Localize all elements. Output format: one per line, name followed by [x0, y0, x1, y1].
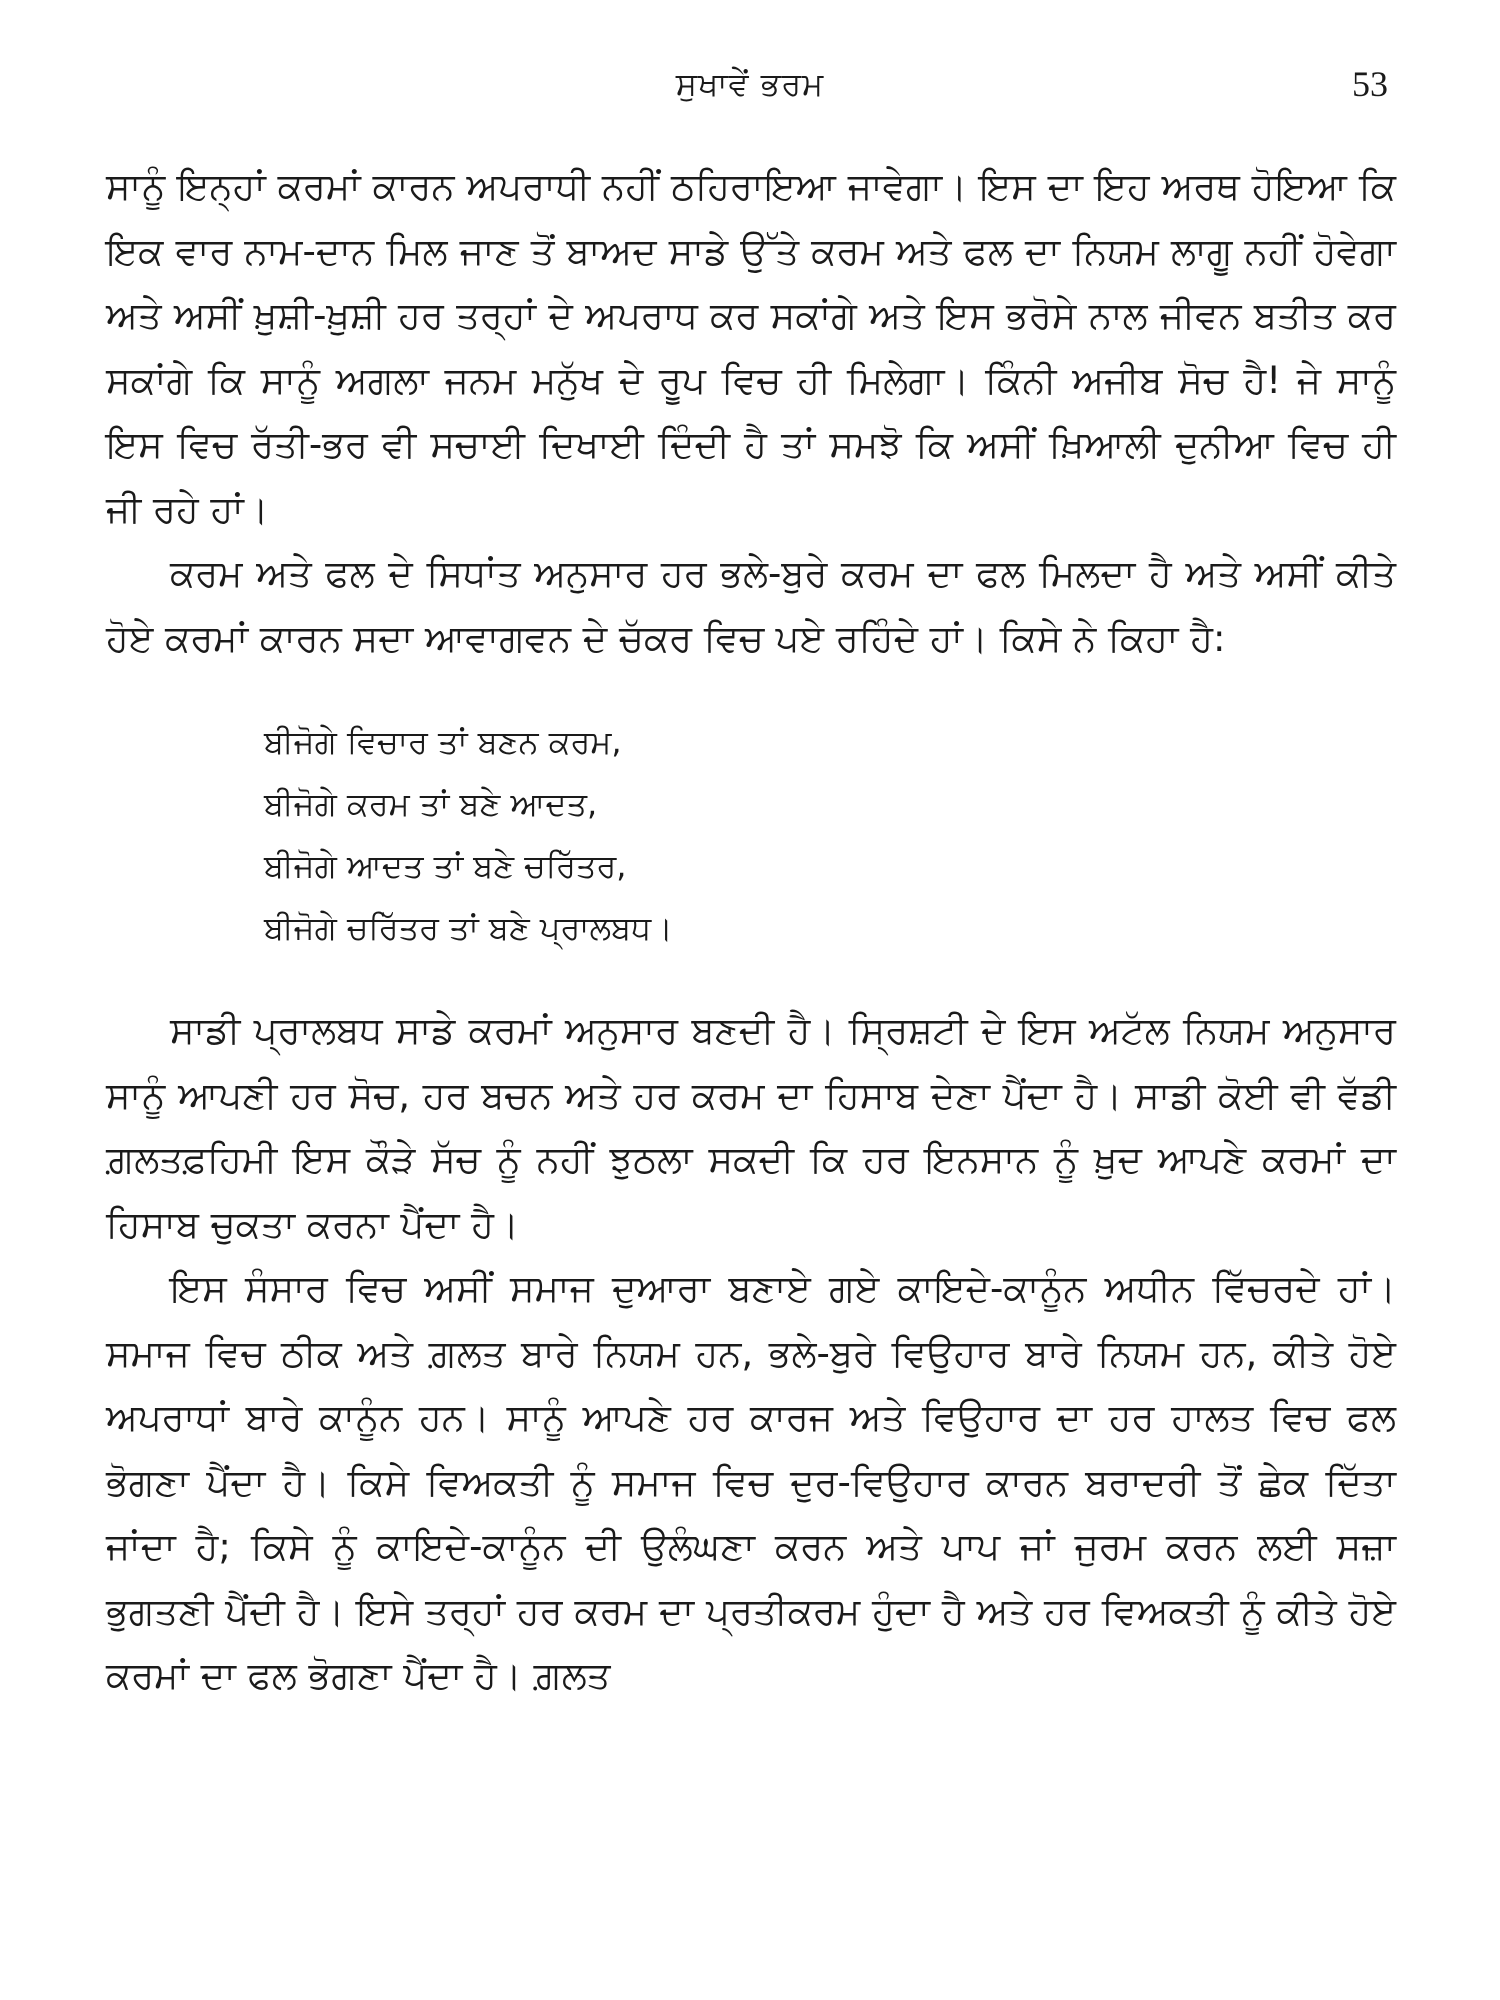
paragraph-continued: ਸਾਨੂੰ ਇਨ੍ਹਾਂ ਕਰਮਾਂ ਕਾਰਨ ਅਪਰਾਧੀ ਨਹੀਂ ਠਹਿਰਾਇਆ ਜਾਵੇਗਾ। ਇਸ ਦਾ ਇਹ ਅਰਥ ਹੋਇਆ ਕਿ ਇਕ ਵਾਰ ਨਾਮ-ਦਾਨ ਮਿਲ ਜਾਣ ਤੋਂ ਬਾਅਦ ਸਾਡੇ ਉੱਤੇ ਕਰਮ ਅਤੇ ਫਲ ਦਾ ਨਿਯਮ ਲਾਗੂ ਨਹੀਂ ਹੋਵੇਗਾ ਅਤੇ ਅਸੀਂ ਖ਼ੁਸ਼ੀ-ਖ਼ੁਸ਼ੀ ਹਰ ਤਰ੍ਹਾਂ ਦੇ ਅਪਰਾਧ ਕਰ ਸਕਾਂਗੇ ਅਤੇ ਇਸ ਭਰੋਸੇ ਨਾਲ ਜੀਵਨ ਬਤੀਤ ਕਰ ਸਕਾਂਗੇ ਕਿ ਸਾਨੂੰ ਅਗਲਾ ਜਨਮ ਮਨੁੱਖ ਦੇ ਰੂਪ ਵਿਚ ਹੀ ਮਿਲੇਗਾ। ਕਿੰਨੀ ਅਜੀਬ ਸੋਚ ਹੈ! ਜੇ ਸਾਨੂੰ ਇਸ ਵਿਚ ਰੱਤੀ-ਭਰ ਵੀ ਸਚਾਈ ਦਿਖਾਈ ਦਿੰਦੀ ਹੈ ਤਾਂ ਸਮਝੋ ਕਿ ਅਸੀਂ ਖ਼ਿਆਲੀ ਦੁਨੀਆ ਵਿਚ ਹੀ ਜੀ ਰਹੇ ਹਾਂ।	[106, 165, 1396, 531]
verse-line: ਬੀਜੋਗੇ ਚਰਿੱਤਰ ਤਾਂ ਬਣੇ ਪ੍ਰਾਲਬਧ।	[264, 909, 673, 947]
paragraph: ਕਰਮ ਅਤੇ ਫਲ ਦੇ ਸਿਧਾਂਤ ਅਨੁਸਾਰ ਹਰ ਭਲੇ-ਬੁਰੇ ਕਰਮ ਦਾ ਫਲ ਮਿਲਦਾ ਹੈ ਅਤੇ ਅਸੀਂ ਕੀਤੇ ਹੋਏ ਕਰਮਾਂ ਕਾਰਨ ਸਦਾ ਆਵਾਗਵਨ ਦੇ ਚੱਕਰ ਵਿਚ ਪਏ ਰਹਿੰਦੇ ਹਾਂ। ਕਿਸੇ ਨੇ ਕਿਹਾ ਹੈ:	[106, 552, 1396, 660]
verse-quote	[264, 711, 1396, 959]
paragraph: ਇਸ ਸੰਸਾਰ ਵਿਚ ਅਸੀਂ ਸਮਾਜ ਦੁਆਰਾ ਬਣਾਏ ਗਏ ਕਾਇਦੇ-ਕਾਨੂੰਨ ਅਧੀਨ ਵਿੱਚਰਦੇ ਹਾਂ। ਸਮਾਜ ਵਿਚ ਠੀਕ ਅਤੇ ਗ਼ਲਤ ਬਾਰੇ ਨਿਯਮ ਹਨ, ਭਲੇ-ਬੁਰੇ ਵਿਉਹਾਰ ਬਾਰੇ ਨਿਯਮ ਹਨ, ਕੀਤੇ ਹੋਏ ਅਪਰਾਧਾਂ ਬਾਰੇ ਕਾਨੂੰਨ ਹਨ। ਸਾਨੂੰ ਆਪਣੇ ਹਰ ਕਾਰਜ ਅਤੇ ਵਿਉਹਾਰ ਦਾ ਹਰ ਹਾਲਤ ਵਿਚ ਫਲ ਭੋਗਣਾ ਪੈਂਦਾ ਹੈ। ਕਿਸੇ ਵਿਅਕਤੀ ਨੂੰ ਸਮਾਜ ਵਿਚ ਦੁਰ-ਵਿਉਹਾਰ ਕਾਰਨ ਬਰਾਦਰੀ ਤੋਂ ਛੇਕ ਦਿੱਤਾ ਜਾਂਦਾ ਹੈ; ਕਿਸੇ ਨੂੰ ਕਾਇਦੇ-ਕਾਨੂੰਨ ਦੀ ਉਲੰਘਣਾ ਕਰਨ ਅਤੇ ਪਾਪ ਜਾਂ ਜੁਰਮ ਕਰਨ ਲਈ ਸਜ਼ਾ ਭੁਗਤਣੀ ਪੈਂਦੀ ਹੈ। ਇਸੇ ਤਰ੍ਹਾਂ ਹਰ ਕਰਮ ਦਾ ਪ੍ਰਤੀਕਰਮ ਹੁੰਦਾ ਹੈ ਅਤੇ ਹਰ ਵਿਅਕਤੀ ਨੂੰ ਕੀਤੇ ਹੋਏ ਕਰਮਾਂ ਦਾ ਫਲ ਭੋਗਣਾ ਪੈਂਦਾ ਹੈ। ਗ਼ਲਤ	[106, 1267, 1396, 1697]
verse-line: ਬੀਜੋਗੇ ਕਰਮ ਤਾਂ ਬਣੇ ਆਦਤ,	[264, 785, 598, 823]
paragraph: ਸਾਡੀ ਪ੍ਰਾਲਬਧ ਸਾਡੇ ਕਰਮਾਂ ਅਨੁਸਾਰ ਬਣਦੀ ਹੈ। ਸ੍ਰਿਸ਼ਟੀ ਦੇ ਇਸ ਅਟੱਲ ਨਿਯਮ ਅਨੁਸਾਰ ਸਾਨੂੰ ਆਪਣੀ ਹਰ ਸੋਚ, ਹਰ ਬਚਨ ਅਤੇ ਹਰ ਕਰਮ ਦਾ ਹਿਸਾਬ ਦੇਣਾ ਪੈਂਦਾ ਹੈ। ਸਾਡੀ ਕੋਈ ਵੀ ਵੱਡੀ ਗ਼ਲਤਫ਼ਹਿਮੀ ਇਸ ਕੌੜੇ ਸੱਚ ਨੂੰ ਨਹੀਂ ਝੁਠਲਾ ਸਕਦੀ ਕਿ ਹਰ ਇਨਸਾਨ ਨੂੰ ਖ਼ੁਦ ਆਪਣੇ ਕਰਮਾਂ ਦਾ ਹਿਸਾਬ ਚੁਕਤਾ ਕਰਨਾ ਪੈਂਦਾ ਹੈ।	[106, 1009, 1396, 1246]
page-number: 53	[1352, 64, 1388, 104]
verse-line: ਬੀਜੋਗੇ ਆਦਤ ਤਾਂ ਬਣੇ ਚਰਿੱਤਰ,	[264, 847, 627, 885]
running-title: ਸੁਖਾਵੇਂ ਭਰਮ	[675, 65, 825, 103]
running-header	[0, 58, 1500, 110]
verse-line: ਬੀਜੋਗੇ ਵਿਚਾਰ ਤਾਂ ਬਣਨ ਕਰਮ,	[264, 723, 622, 761]
body-text	[106, 155, 1396, 1709]
